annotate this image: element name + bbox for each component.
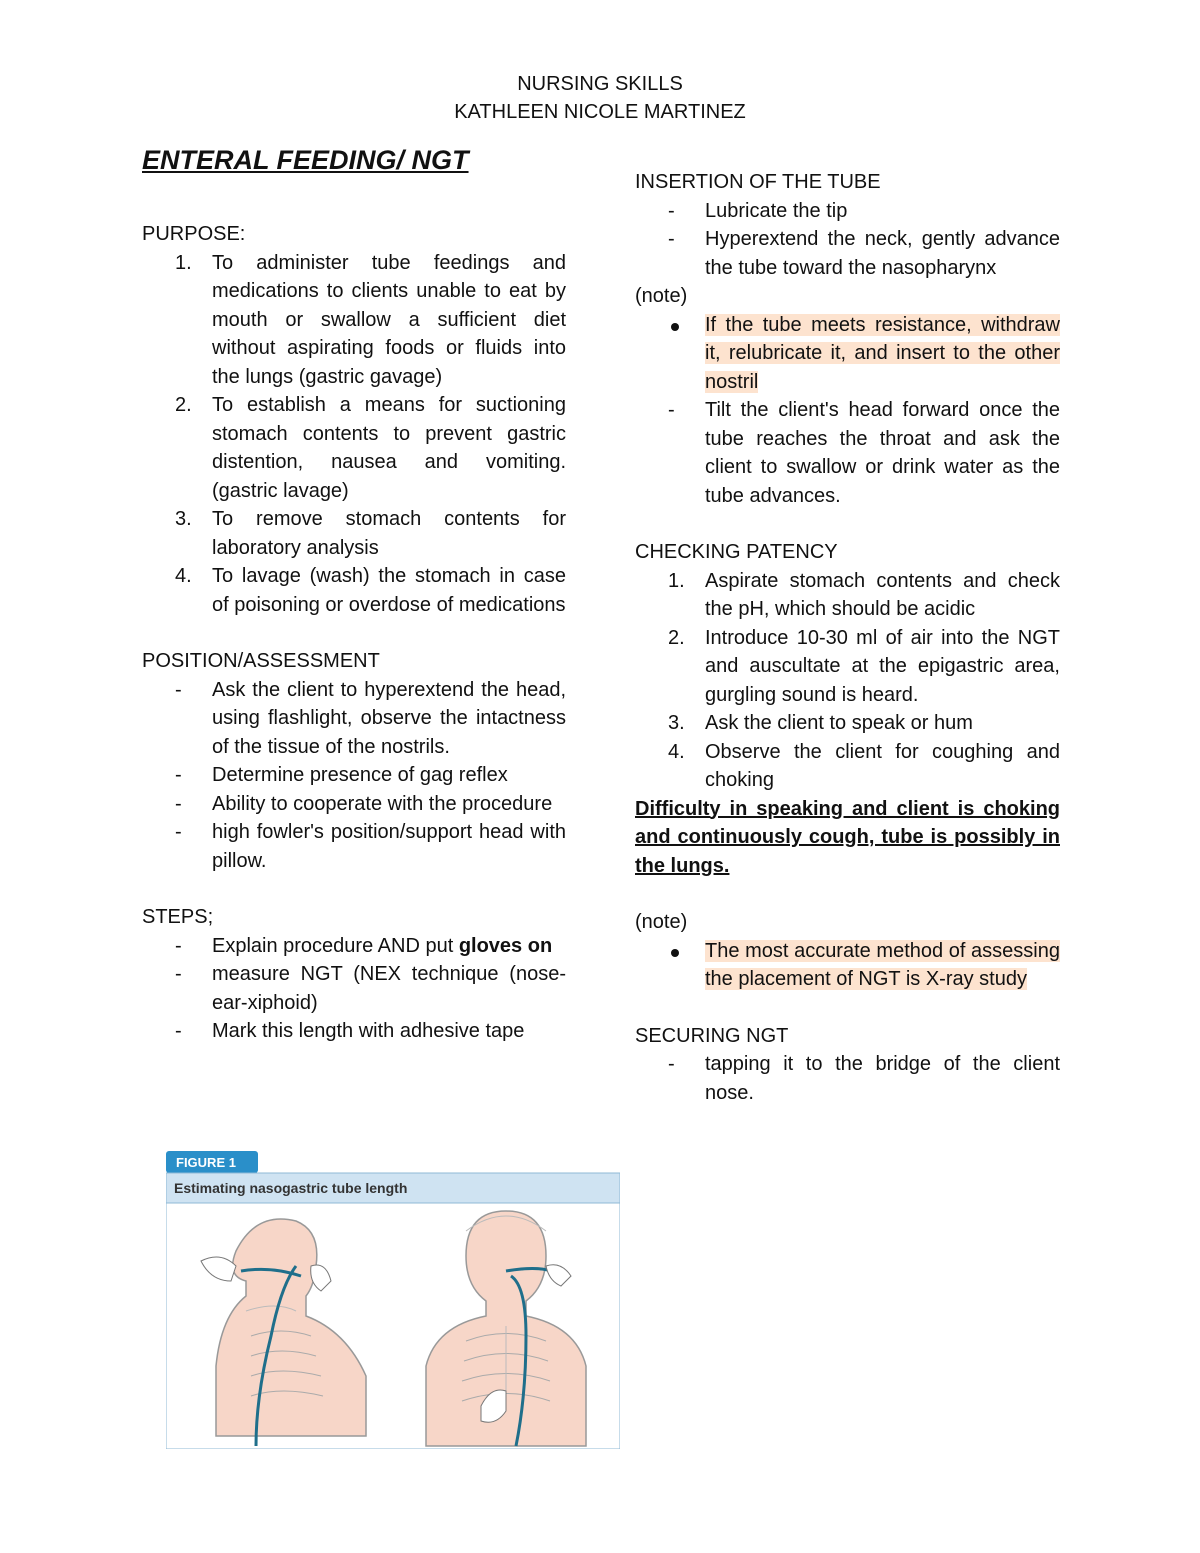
position-item: - high fowler's position/support head with pillow. [175, 821, 566, 872]
document-title: ENTERAL FEEDING/ NGT [142, 145, 469, 175]
patency-item: 3. Ask the client to speak or hum [668, 712, 973, 734]
figure-badge: FIGURE 1 [176, 1155, 236, 1170]
purpose-item: 4. To lavage (wash) the stomach in case of poisoning or overdose of medications [175, 565, 566, 616]
insertion-heading: INSERTION OF THE TUBE [635, 171, 881, 193]
document-header [0, 70, 1200, 126]
patency-item: 1. Aspirate stomach contents and check the pH, which should be acidic [668, 569, 1060, 620]
highlighted-note: If the tube meets resistance, withdraw it, relubricate it, and insert to the other nostril [705, 313, 1060, 393]
position-item: - Ask the client to hyperextend the head, using flashlight, observe the intactness of the tissue of the nostrils. [175, 678, 566, 758]
position-item: - Ability to cooperate with the procedure [175, 792, 553, 815]
left-column [142, 142, 566, 1046]
purpose-heading: PURPOSE: [142, 223, 246, 245]
note-bullet [635, 937, 1060, 994]
patency-heading: CHECKING PATENCY [635, 541, 838, 563]
securing-heading: SECURING NGT [635, 1024, 789, 1047]
steps-item: - Explain procedure AND put gloves on [175, 934, 553, 957]
securing-item: - tapping it to the bridge of the client nose. [668, 1053, 1060, 1104]
steps-item: - Mark this length with adhesive tape [175, 1020, 525, 1042]
figure-ngt-length [166, 1151, 620, 1449]
course-title: NURSING SKILLS [517, 73, 683, 95]
position-item: - Determine presence of gag reflex [175, 764, 508, 786]
patency-item: 4. Observe the client for coughing and choking [668, 740, 1060, 791]
gloves-emphasis: gloves on [458, 934, 553, 957]
note-bullet [635, 311, 1060, 397]
highlighted-note: The most accurate method of assessing the placement of NGT is X-ray study [705, 939, 1060, 990]
bullet-icon [671, 323, 679, 331]
purpose-item: 2. To establish a means for suctioning stomach contents to prevent gastric distention, nausea and vomiting. (gastric lavage) [175, 394, 566, 502]
author-name: KATHLEEN NICOLE MARTINEZ [454, 101, 746, 123]
patency-item: 2. Introduce 10-30 ml of air into the NGT and auscultate at the epigastric area, gurgling sound is heard. [668, 626, 1060, 706]
bullet-icon [671, 949, 679, 957]
purpose-item: 1. To administer tube feedings and medications to clients unable to eat by mouth or swallow a sufficient diet without aspirating foods or fluids into the lungs (gastric gavage) [175, 251, 566, 388]
insertion-item: - Tilt the client's head forward once the tube reaches the throat and ask the client to swallow or drink water as the tube advances. [668, 399, 1060, 507]
steps-heading: STEPS; [142, 906, 214, 928]
insertion-item: - Hyperextend the neck, gently advance the tube toward the nasopharynx [668, 228, 1060, 279]
note-label: (note) [635, 285, 688, 307]
right-column [635, 168, 1060, 1107]
purpose-item: 3. To remove stomach contents for laboratory analysis [175, 508, 566, 559]
note-label: (note) [635, 911, 688, 933]
position-heading: POSITION/ASSESSMENT [142, 650, 380, 672]
figure-caption: Estimating nasogastric tube length [174, 1180, 408, 1196]
steps-item: - measure NGT (NEX technique (nose- ear-xiphoid) [175, 963, 566, 1014]
figure-illustration [166, 1151, 620, 1449]
lung-warning: Difficulty in speaking and client is choking and continuously cough, tube is possibly in the lungs. [635, 797, 1060, 877]
insertion-item: - Lubricate the tip [668, 199, 848, 222]
